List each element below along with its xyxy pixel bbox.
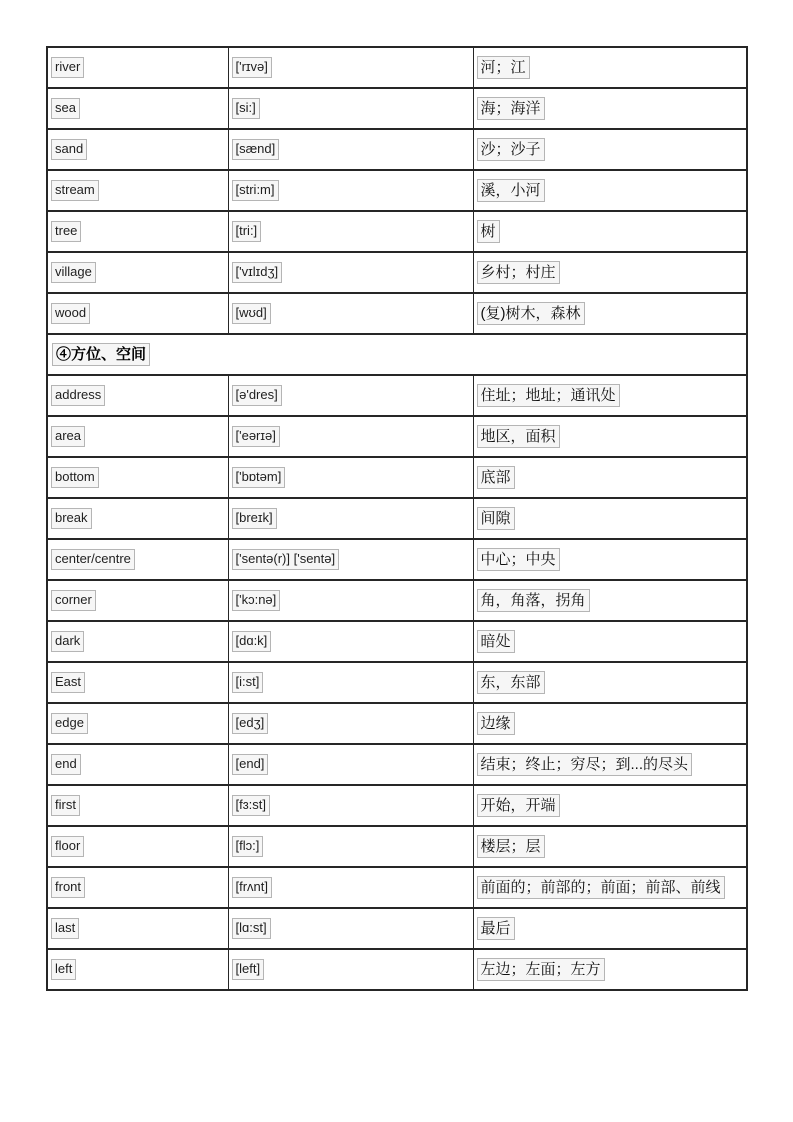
word-cell: [47, 662, 228, 703]
meaning-text: 沙；沙子: [477, 138, 545, 162]
phonetic-cell: [228, 949, 473, 990]
table-row: [47, 539, 747, 580]
phonetic-cell: [228, 129, 473, 170]
phonetic-cell: [228, 744, 473, 785]
meaning-text: 中心；中央: [477, 548, 560, 572]
phonetic-text: ['eərɪə]: [232, 426, 280, 447]
meaning-cell: [473, 539, 747, 580]
phonetic-text: ['sentə(r)] ['sentə]: [232, 549, 340, 570]
phonetic-cell: [228, 498, 473, 539]
word-text: left: [51, 959, 76, 980]
phonetic-text: [frʌnt]: [232, 877, 273, 898]
table-row: [47, 170, 747, 211]
meaning-text: 树: [477, 220, 500, 244]
meaning-text: 楼层；层: [477, 835, 545, 859]
phonetic-text: ['vɪlɪdʒ]: [232, 262, 283, 283]
table-row: [47, 498, 747, 539]
meaning-cell: [473, 457, 747, 498]
word-text: sand: [51, 139, 87, 160]
word-cell: [47, 949, 228, 990]
word-text: end: [51, 754, 81, 775]
phonetic-text: ['rɪvə]: [232, 57, 272, 78]
word-cell: [47, 785, 228, 826]
phonetic-cell: [228, 293, 473, 334]
meaning-text: 河；江: [477, 56, 530, 80]
word-cell: [47, 375, 228, 416]
meaning-cell: [473, 949, 747, 990]
phonetic-cell: [228, 908, 473, 949]
word-cell: [47, 498, 228, 539]
table-row: [47, 375, 747, 416]
table-row: [47, 662, 747, 703]
word-text: East: [51, 672, 85, 693]
phonetic-text: [ə'dres]: [232, 385, 282, 406]
table-row: [47, 293, 747, 334]
meaning-cell: [473, 908, 747, 949]
meaning-cell: [473, 252, 747, 293]
word-text: front: [51, 877, 85, 898]
word-text: floor: [51, 836, 84, 857]
word-text: stream: [51, 180, 99, 201]
table-row: [47, 580, 747, 621]
word-cell: [47, 170, 228, 211]
meaning-cell: [473, 621, 747, 662]
phonetic-text: [flɔ:]: [232, 836, 264, 857]
phonetic-cell: [228, 170, 473, 211]
meaning-text: 住址；地址；通讯处: [477, 384, 620, 408]
meaning-cell: [473, 170, 747, 211]
word-cell: [47, 457, 228, 498]
phonetic-cell: [228, 662, 473, 703]
table-row: [47, 908, 747, 949]
word-cell: [47, 621, 228, 662]
meaning-cell: [473, 498, 747, 539]
table-row: [47, 949, 747, 990]
table-row: [47, 211, 747, 252]
meaning-text: 乡村；村庄: [477, 261, 560, 285]
phonetic-text: [sænd]: [232, 139, 280, 160]
meaning-text: 海；海洋: [477, 97, 545, 121]
word-cell: [47, 703, 228, 744]
phonetic-text: [tri:]: [232, 221, 262, 242]
word-text: sea: [51, 98, 80, 119]
table-row: [47, 88, 747, 129]
meaning-cell: [473, 744, 747, 785]
phonetic-text: [si:]: [232, 98, 260, 119]
meaning-text: 边缘: [477, 712, 515, 736]
meaning-text: 东，东部: [477, 671, 545, 695]
phonetic-cell: [228, 211, 473, 252]
word-cell: [47, 211, 228, 252]
phonetic-cell: [228, 580, 473, 621]
meaning-text: 底部: [477, 466, 515, 490]
phonetic-text: [lɑ:st]: [232, 918, 271, 939]
table-row: [47, 252, 747, 293]
word-text: river: [51, 57, 84, 78]
word-cell: [47, 908, 228, 949]
meaning-text: 间隙: [477, 507, 515, 531]
phonetic-cell: [228, 785, 473, 826]
phonetic-text: [left]: [232, 959, 265, 980]
meaning-text: 最后: [477, 917, 515, 941]
table-row: [47, 826, 747, 867]
meaning-text: 暗处: [477, 630, 515, 654]
word-text: address: [51, 385, 105, 406]
phonetic-cell: [228, 88, 473, 129]
word-cell: [47, 867, 228, 908]
phonetic-text: [edʒ]: [232, 713, 269, 734]
meaning-text: 角，角落，拐角: [477, 589, 590, 613]
meaning-text: 左边；左面；左方: [477, 958, 605, 982]
word-text: corner: [51, 590, 96, 611]
phonetic-cell: [228, 621, 473, 662]
word-text: center/centre: [51, 549, 135, 570]
word-cell: [47, 252, 228, 293]
meaning-cell: [473, 703, 747, 744]
table-row: [47, 785, 747, 826]
meaning-text: 结束；终止；穷尽；到...的尽头: [477, 753, 693, 777]
word-text: wood: [51, 303, 90, 324]
phonetic-text: [end]: [232, 754, 269, 775]
word-cell: [47, 744, 228, 785]
section-header-row: [47, 334, 747, 375]
meaning-cell: [473, 826, 747, 867]
phonetic-cell: [228, 539, 473, 580]
word-cell: [47, 88, 228, 129]
meaning-cell: [473, 88, 747, 129]
phonetic-text: [fɜ:st]: [232, 795, 271, 816]
phonetic-cell: [228, 416, 473, 457]
meaning-cell: [473, 211, 747, 252]
section-header-label: ④方位、空间: [52, 343, 150, 367]
table-row: [47, 867, 747, 908]
meaning-text: 开始，开端: [477, 794, 560, 818]
word-cell: [47, 293, 228, 334]
table-row: [47, 457, 747, 498]
word-text: last: [51, 918, 79, 939]
meaning-text: (复)树木，森林: [477, 302, 585, 326]
phonetic-text: ['bɒtəm]: [232, 467, 286, 488]
meaning-cell: [473, 47, 747, 88]
word-text: edge: [51, 713, 88, 734]
word-cell: [47, 580, 228, 621]
table-row: [47, 703, 747, 744]
phonetic-text: [dɑ:k]: [232, 631, 272, 652]
word-text: tree: [51, 221, 81, 242]
phonetic-text: ['kɔ:nə]: [232, 590, 281, 611]
phonetic-text: [wʊd]: [232, 303, 271, 324]
vocab-table: [46, 46, 748, 991]
word-cell: [47, 47, 228, 88]
phonetic-text: [stri:m]: [232, 180, 279, 201]
meaning-cell: [473, 662, 747, 703]
table-row: [47, 416, 747, 457]
phonetic-cell: [228, 47, 473, 88]
meaning-cell: [473, 785, 747, 826]
meaning-text: 前面的；前部的；前面；前部、前线: [477, 876, 725, 900]
word-cell: [47, 416, 228, 457]
word-text: break: [51, 508, 92, 529]
table-row: [47, 47, 747, 88]
meaning-cell: [473, 867, 747, 908]
meaning-cell: [473, 375, 747, 416]
meaning-cell: [473, 416, 747, 457]
word-text: first: [51, 795, 80, 816]
phonetic-cell: [228, 457, 473, 498]
phonetic-cell: [228, 826, 473, 867]
phonetic-cell: [228, 375, 473, 416]
phonetic-text: [i:st]: [232, 672, 264, 693]
word-cell: [47, 539, 228, 580]
table-row: [47, 129, 747, 170]
word-cell: [47, 826, 228, 867]
phonetic-cell: [228, 703, 473, 744]
meaning-text: 溪，小河: [477, 179, 545, 203]
meaning-cell: [473, 580, 747, 621]
meaning-text: 地区，面积: [477, 425, 560, 449]
meaning-cell: [473, 293, 747, 334]
phonetic-cell: [228, 252, 473, 293]
word-text: village: [51, 262, 96, 283]
word-text: area: [51, 426, 85, 447]
section-header-cell: [47, 334, 747, 375]
word-cell: [47, 129, 228, 170]
word-text: dark: [51, 631, 84, 652]
table-row: [47, 621, 747, 662]
meaning-cell: [473, 129, 747, 170]
phonetic-text: [breɪk]: [232, 508, 277, 529]
word-text: bottom: [51, 467, 99, 488]
table-row: [47, 744, 747, 785]
phonetic-cell: [228, 867, 473, 908]
